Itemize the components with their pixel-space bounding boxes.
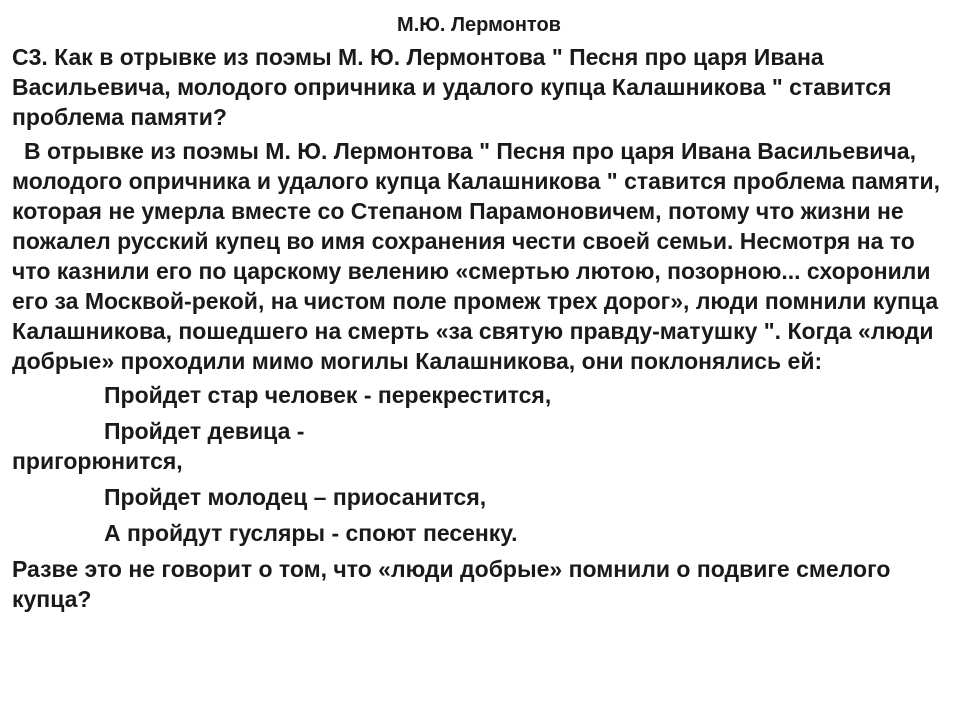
- verse-line-3: Пройдет молодец – приосанится,: [104, 484, 487, 510]
- verse-line-1: Пройдет стар человек - перекрестится,: [104, 382, 552, 408]
- question-paragraph: С3. Как в отрывке из поэмы М. Ю. Лермонтова " Песня про царя Ивана Васильевича, молодого опричника и удалого купца Калашникова " ставится проблема памяти?: [12, 44, 892, 130]
- verse-line-2a: Пройдет девица -: [104, 418, 305, 444]
- verse-line-4: А пройдут гусляры - споют песенку.: [104, 520, 518, 546]
- poem-quote: [12, 380, 946, 548]
- verse-line-2b: пригорюнится,: [12, 448, 183, 474]
- answer-paragraph: В отрывке из поэмы М. Ю. Лермонтова " Песня про царя Ивана Васильевича, молодого опричника и удалого купца Калашникова " ставится проблема памяти, которая не умерла вместе со Степаном Парамоновичем, потому что жизни не пожалел русский купец во имя сохранения чести своей семьи. Несмотря на то что казнили его по царскому велению «смертью лютою, позорною... схоронили его за Москвой-рекой, на чистом поле промеж трех дорог», люди помнили купца Калашникова, пошедшего на смерть «за святую правду-матушку ". Когда «люди добрые» проходили мимо могилы Калашникова, они поклонялись ей:: [12, 138, 941, 374]
- slide-title: М.Ю. Лермонтов: [397, 14, 561, 36]
- conclusion-paragraph: Разве это не говорит о том, что «люди добрые» помнили о подвиге смелого купца?: [12, 556, 891, 612]
